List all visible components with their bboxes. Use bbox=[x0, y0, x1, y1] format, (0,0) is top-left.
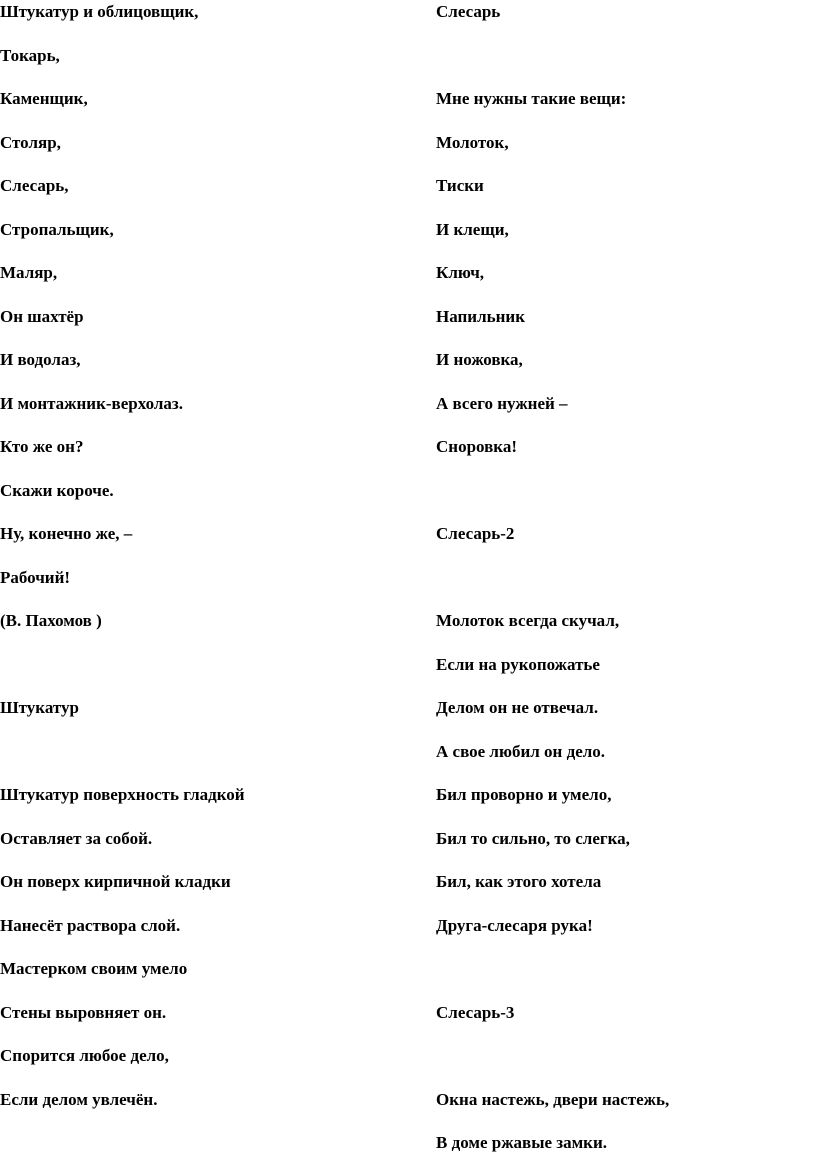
text-line: Сноровка! bbox=[436, 437, 517, 456]
text-line: Спорится любое дело, bbox=[0, 1046, 169, 1065]
text-line: И клещи, bbox=[436, 220, 509, 239]
text-line: Он шахтёр bbox=[0, 307, 84, 326]
text-line: Слесарь, bbox=[0, 176, 69, 195]
text-line: Скажи короче. bbox=[0, 481, 114, 500]
text-line: И водолаз, bbox=[0, 350, 81, 369]
text-line: Штукатур и облицовщик, bbox=[0, 2, 199, 21]
text-line: Ключ, bbox=[436, 263, 485, 282]
text-line: Кто же он? bbox=[0, 437, 84, 456]
text-line: А всего нужней – bbox=[436, 394, 568, 413]
text-line: Каменщик, bbox=[0, 89, 88, 108]
section-heading: Штукатур bbox=[0, 698, 79, 717]
text-line: В доме ржавые замки. bbox=[436, 1133, 608, 1152]
text-line: Бил то сильно, то слегка, bbox=[436, 829, 630, 848]
text-line: Бил, как этого хотела bbox=[436, 872, 602, 891]
text-line: Рабочий! bbox=[0, 568, 71, 587]
text-line: Друга-слесаря рука! bbox=[436, 916, 593, 935]
text-line: Штукатур поверхность гладкой bbox=[0, 785, 245, 804]
text-line: И ножовка, bbox=[436, 350, 523, 369]
text-line: Стропальщик, bbox=[0, 220, 114, 239]
text-line: Окна настежь, двери настежь, bbox=[436, 1090, 670, 1109]
text-line: Бил проворно и умело, bbox=[436, 785, 612, 804]
text-line: Молоток всегда скучал, bbox=[436, 611, 620, 630]
text-line: Нанесёт раствора слой. bbox=[0, 916, 181, 935]
text-line: Тиски bbox=[436, 176, 484, 195]
text-line: А свое любил он дело. bbox=[436, 742, 606, 761]
section-heading: Слесарь-3 bbox=[436, 1003, 515, 1022]
section-heading: Слесарь-2 bbox=[436, 524, 515, 543]
text-line: Он поверх кирпичной кладки bbox=[0, 872, 231, 891]
text-line: Столяр, bbox=[0, 133, 61, 152]
text-line: Стены выровняет он. bbox=[0, 1003, 167, 1022]
text-line: Напильник bbox=[436, 307, 526, 326]
text-line: Токарь, bbox=[0, 46, 60, 65]
text-line: Если делом увлечён. bbox=[0, 1090, 158, 1109]
text-line: Мастерком своим умело bbox=[0, 959, 188, 978]
text-line: Оставляет за собой. bbox=[0, 829, 153, 848]
text-line: Молоток, bbox=[436, 133, 509, 152]
text-line: Делом он не отвечал. bbox=[436, 698, 599, 717]
text-line: (В. Пахомов ) bbox=[0, 611, 102, 630]
text-line: Маляр, bbox=[0, 263, 58, 282]
text-line: И монтажник-верхолаз. bbox=[0, 394, 183, 413]
text-line: Ну, конечно же, – bbox=[0, 524, 133, 543]
section-heading: Слесарь bbox=[436, 2, 501, 21]
text-line: Мне нужны такие вещи: bbox=[436, 89, 627, 108]
text-line: Если на рукопожатье bbox=[436, 655, 600, 674]
